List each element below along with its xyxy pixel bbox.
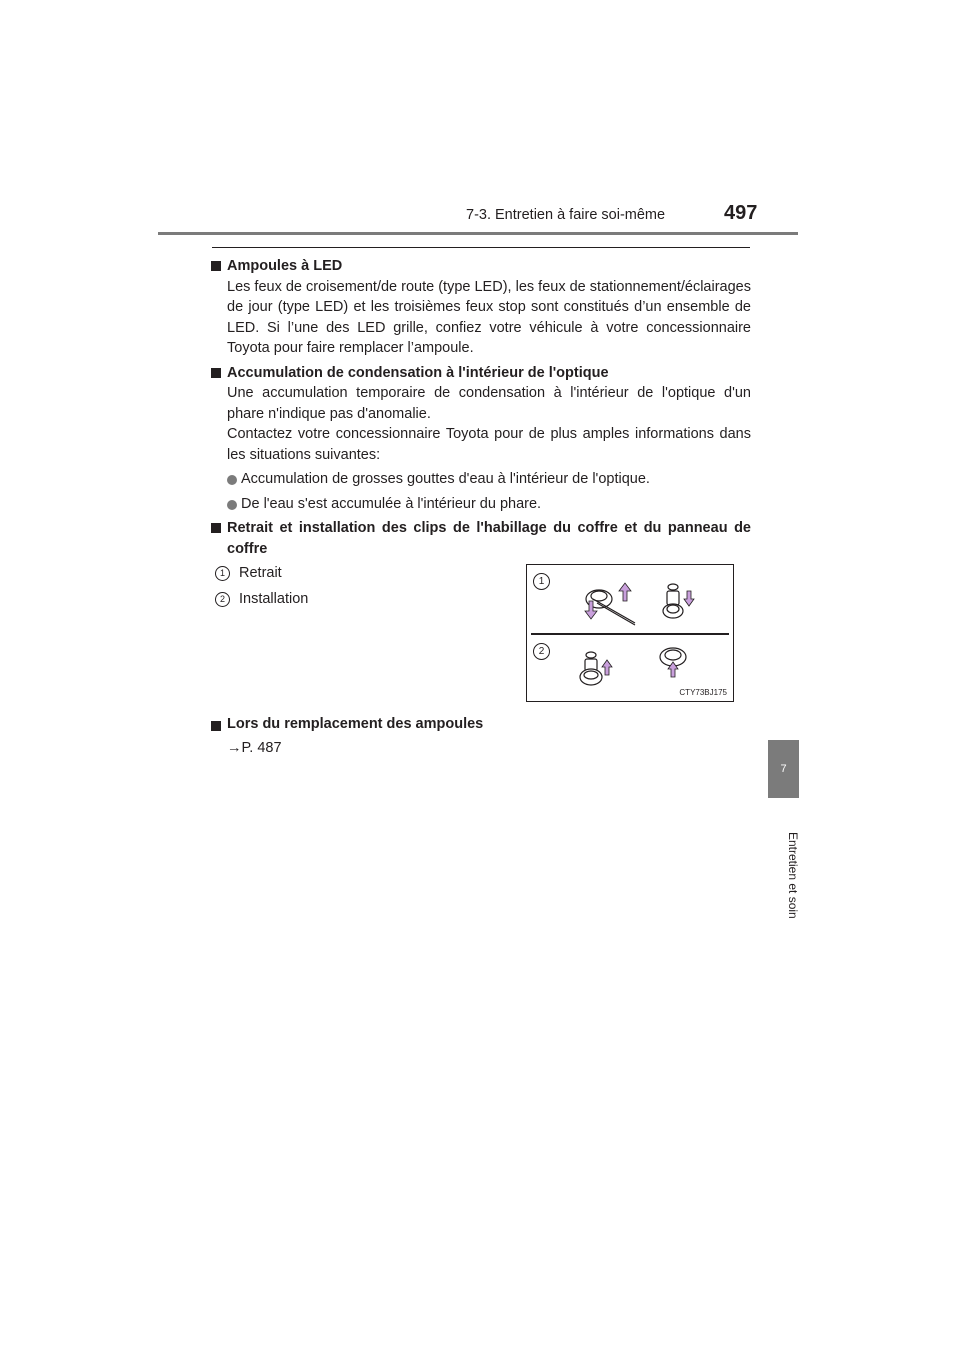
circle-bullet-icon <box>227 475 237 485</box>
circle-bullet-icon <box>227 500 237 510</box>
arrow-up-icon <box>619 583 631 601</box>
heading-text: Ampoules à LED <box>227 258 343 274</box>
content-rule <box>212 247 750 248</box>
arrow-up-icon <box>602 660 612 675</box>
section-heading <box>211 256 751 277</box>
step-number-icon: 1 <box>215 566 230 581</box>
section-body: Contactez votre concessionnaire Toyota pour de plus amples informations dans les situations suivantes: <box>227 426 751 463</box>
figure-step-1-label: 1 <box>533 573 550 590</box>
list-item-text: Accumulation de grosses gouttes d'eau à l'intérieur de l'optique. <box>241 471 650 487</box>
page-reference-link[interactable]: →P. 487 <box>227 740 282 756</box>
side-tab-number: 7 <box>780 763 787 775</box>
numbered-item-label: Retrait <box>239 565 282 581</box>
list-item <box>211 469 751 490</box>
main-content <box>211 256 751 615</box>
section-body: Les feux de croisement/de route (type LED), les feux de stationnement/éclairages de jour (type LED) et les troisièmes feux stop sont constitués d’un ensemble de LED. Si l’une des LED grille, confiez votre véhicule à votre concessionnaire Toyota pour faire remplacer l’ampoule. <box>227 278 751 356</box>
list-item <box>211 494 751 515</box>
figure-code: CTY73BJ175 <box>679 688 727 697</box>
header-rule <box>158 232 798 235</box>
figure-step-2-label: 2 <box>533 643 550 660</box>
square-bullet-icon <box>211 261 221 271</box>
clip-drawing <box>527 565 733 701</box>
square-bullet-icon <box>211 721 221 731</box>
square-bullet-icon <box>211 368 221 378</box>
section-heading <box>211 518 751 559</box>
numbered-item-label: Installation <box>239 591 309 607</box>
side-tab-label: Entretien et soin <box>786 831 800 919</box>
header-section-title: 7-3. Entretien à faire soi-même <box>466 207 666 223</box>
heading-text: Retrait et installation des clips de l'habillage du coffre et du panneau de coffre <box>227 520 751 557</box>
section-heading-replace <box>211 716 483 732</box>
arrow-down-icon <box>684 591 694 606</box>
page-number: 497 <box>724 202 758 224</box>
list-item-text: De l'eau s'est accumulée à l'intérieur du phare. <box>241 495 542 512</box>
section-led <box>211 256 751 359</box>
clip-removed-drawing <box>663 584 683 618</box>
section-body: Une accumulation temporaire de condensation à l'intérieur de l'optique d'un phare n'indique pas d'anomalie. <box>227 385 751 422</box>
step-number-icon: 2 <box>215 592 230 607</box>
heading-text: Accumulation de condensation à l'intérieur de l'optique <box>227 364 609 381</box>
heading-text: Lors du remplacement des ampoules <box>227 716 484 732</box>
square-bullet-icon <box>211 523 221 533</box>
clip-install-drawing <box>580 652 602 685</box>
section-condensation <box>211 363 751 515</box>
section-heading <box>211 363 751 384</box>
clip-illustration <box>526 564 734 702</box>
